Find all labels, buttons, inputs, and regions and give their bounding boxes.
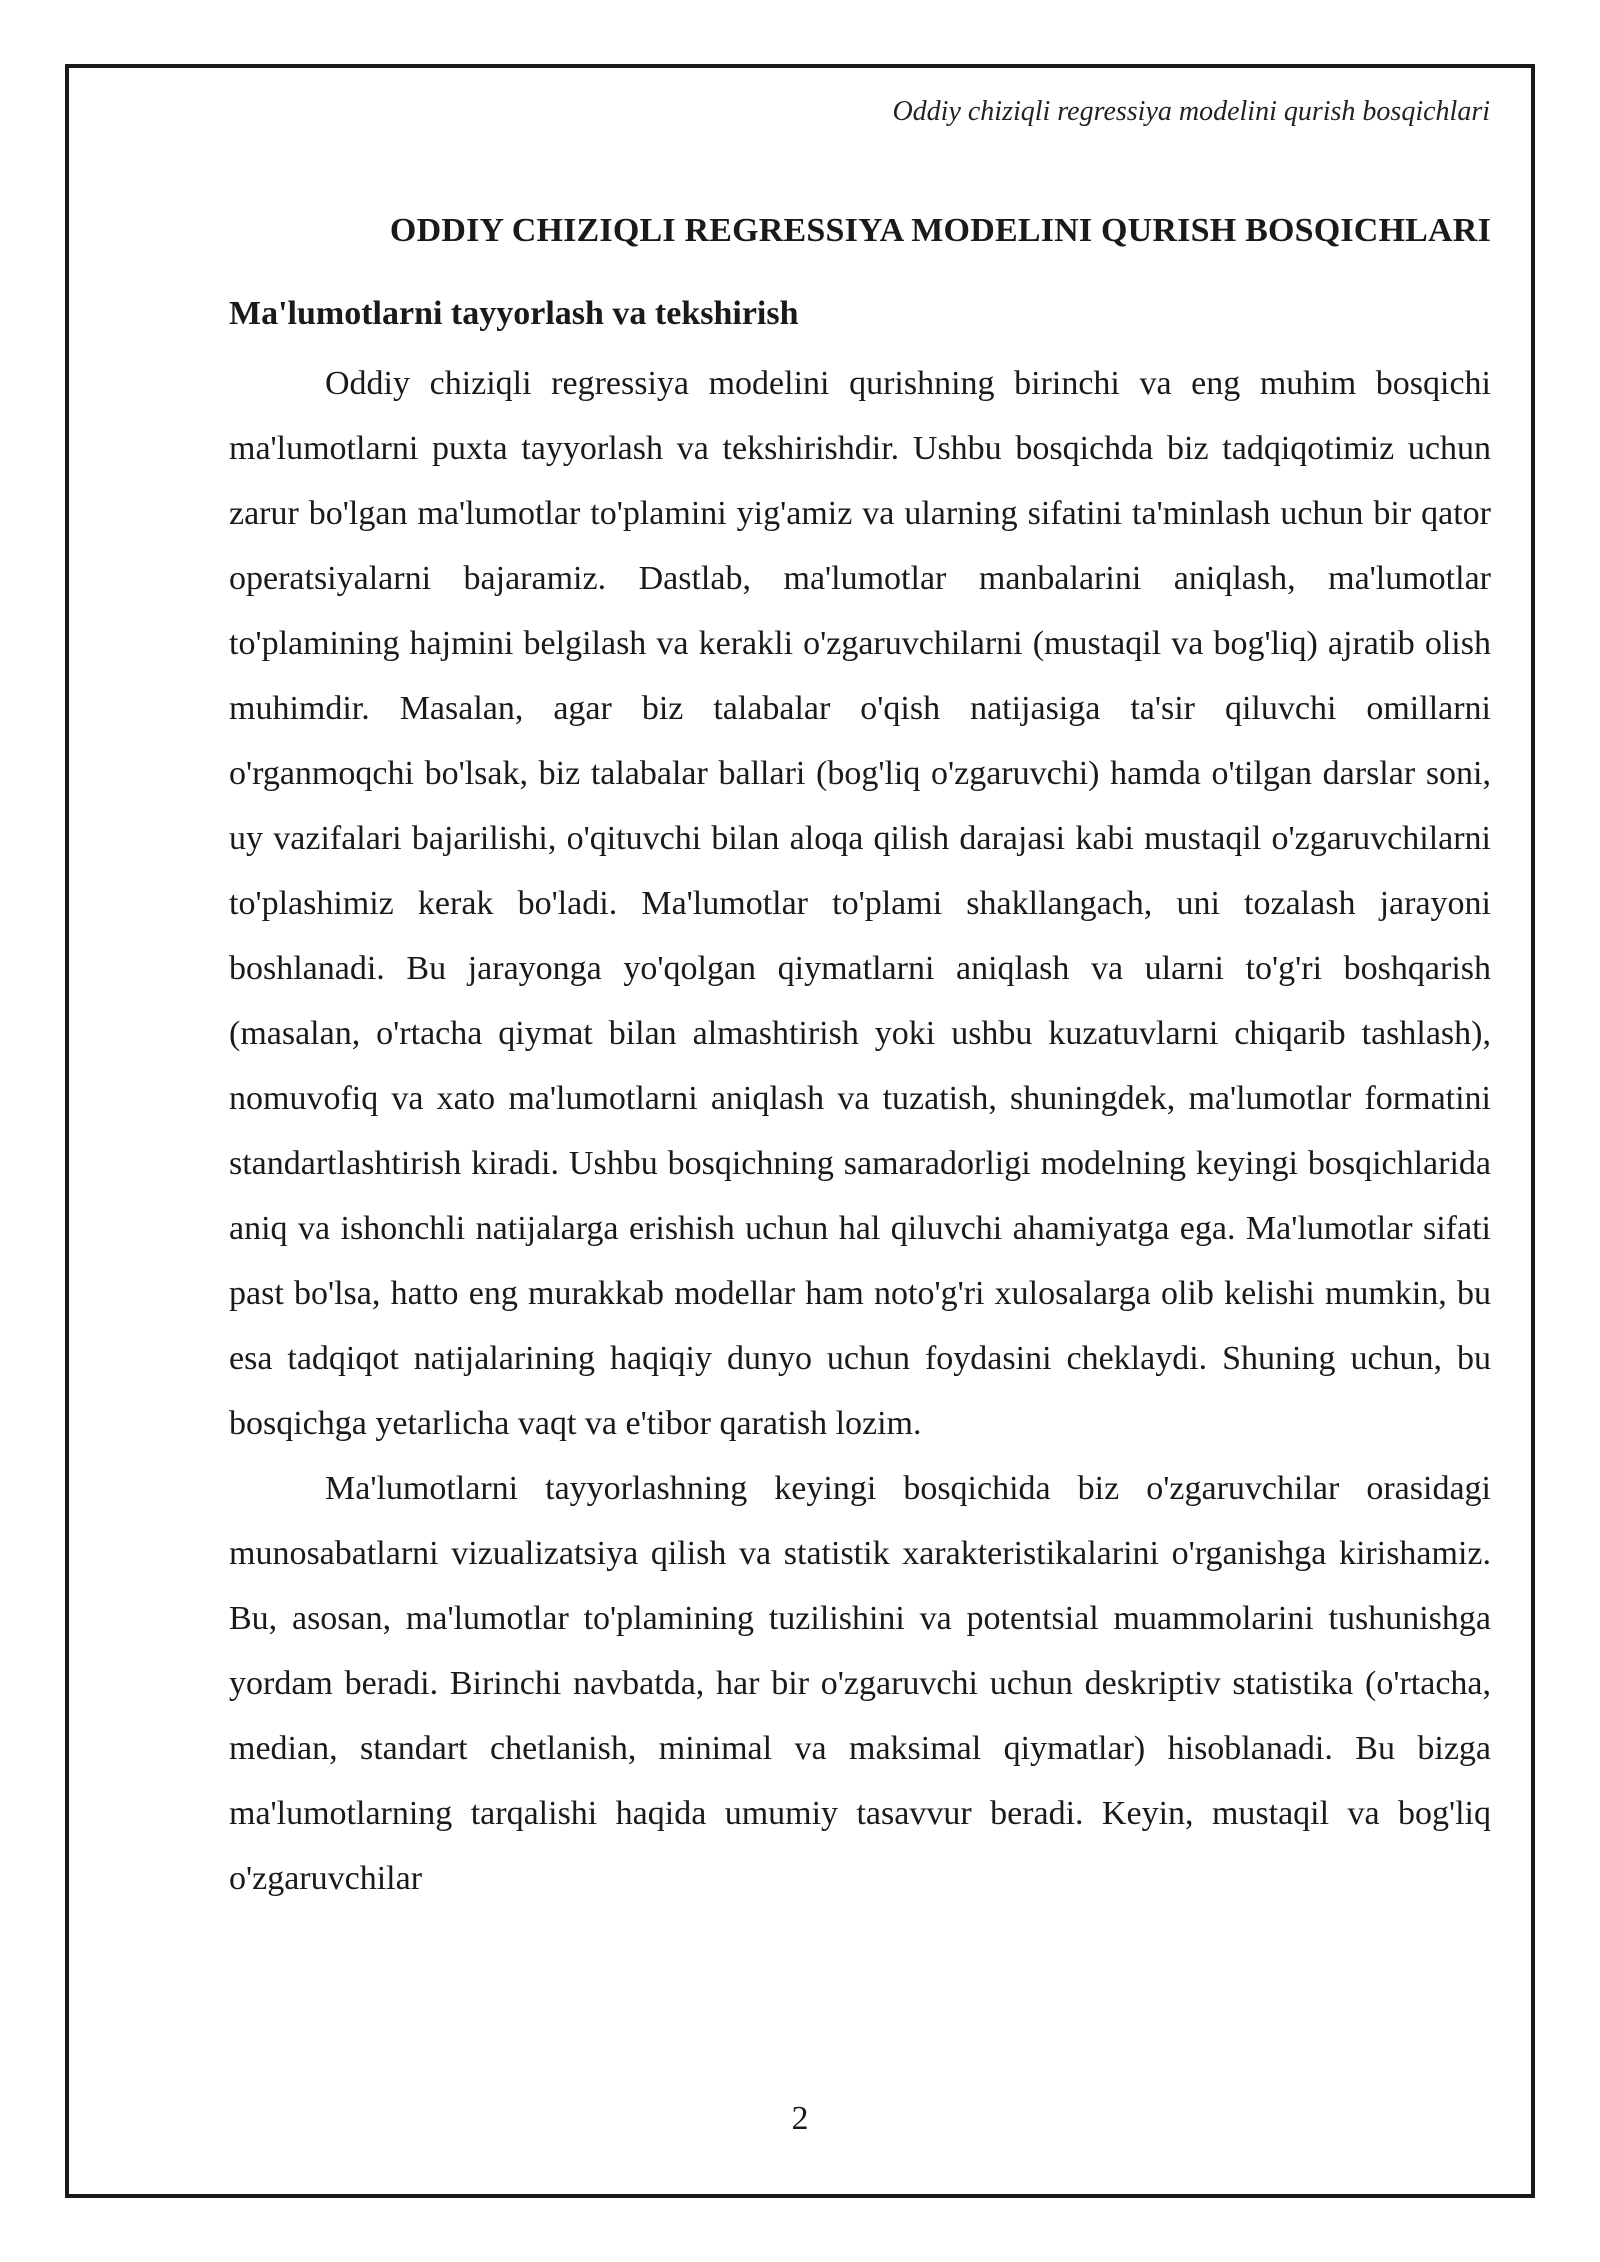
paragraph-1: Oddiy chiziqli regressiya modelini qurishning birinchi va eng muhim bosqichi ma'lumotlarni puxta tayyorlash va tekshirishdir. Ushbu bosqichda biz tadqiqotimiz uchun zarur bo'lgan ma'lumotlar to'plamini yig'amiz va ularning sifatini ta'minlash uchun bir qator operatsiyalarni bajaramiz. Dastlab, ma'lumotlar manbalarini aniqlash, ma'lumotlar to'plamining hajmini belgilash va kerakli o'zgaruvchilarni (mustaqil va bog'liq) ajratib olish muhimdir. Masalan, agar biz talabalar o'qish natijasiga ta'sir qiluvchi omillarni o'rganmoqchi bo'lsak, biz talabalar ballari (bog'liq o'zgaruvchi) hamda o'tilgan darslar soni, uy vazifalari bajarilishi, o'qituvchi bilan aloqa qilish darajasi kabi mustaqil o'zgaruvchilarni to'plashimiz kerak bo'ladi. Ma'lumotlar to'plami shakllangach, uni tozalash jarayoni boshlanadi. Bu jarayonga yo'qolgan qiymatlarni aniqlash va ularni to'g'ri boshqarish (masalan, o'rtacha qiymat bilan almashtirish yoki ushbu kuzatuvlarni chiqarib tashlash), nomuvofiq va xato ma'lumotlarni aniqlash va tuzatish, shuningdek, ma'lumotlar formatini standartlashtirish kiradi. Ushbu bosqichning samaradorligi modelning keyingi bosqichlarida aniq va ishonchli natijalarga erishish uchun hal qiluvchi ahamiyatga ega. Ma'lumotlar sifati past bo'lsa, hatto eng murakkab modellar ham noto'g'ri xulosalarga olib kelishi mumkin, bu esa tadqiqot natijalarining haqiqiy dunyo uchun foydasini cheklaydi. Shuning uchun, bu bosqichga yetarlicha vaqt va e'tibor qaratish lozim. — [229, 365, 1491, 1442]
running-header: Oddiy chiziqli regressiya modelini qurish bosqichlari — [892, 96, 1490, 127]
page-number: 2 — [791, 2100, 809, 2137]
section-heading: Ma'lumotlarni tayyorlash va tekshirish — [229, 295, 799, 332]
document-title: ODDIY CHIZIQLI REGRESSIYA MODELINI QURISH BOSQICHLARI — [389, 212, 1491, 249]
paragraph-2: Ma'lumotlarni tayyorlashning keyingi bosqichida biz o'zgaruvchilar orasidagi munosabatlarni vizualizatsiya qilish va statistik xarakteristikalarini o'rganishga kirishamiz. Bu, asosan, ma'lumotlar to'plamining tuzilishini va potentsial muammolarini tushunishga yordam beradi. Birinchi navbatda, har bir o'zgaruvchi uchun deskriptiv statistika (o'rtacha, median, standart chetlanish, minimal va maksimal qiymatlar) hisoblanadi. Bu bizga ma'lumotlarning tarqalishi haqida umumiy tasavvur beradi. Keyin, mustaqil va bog'liq o'zgaruvchilar — [229, 1470, 1491, 1897]
document-body — [229, 212, 1491, 1911]
